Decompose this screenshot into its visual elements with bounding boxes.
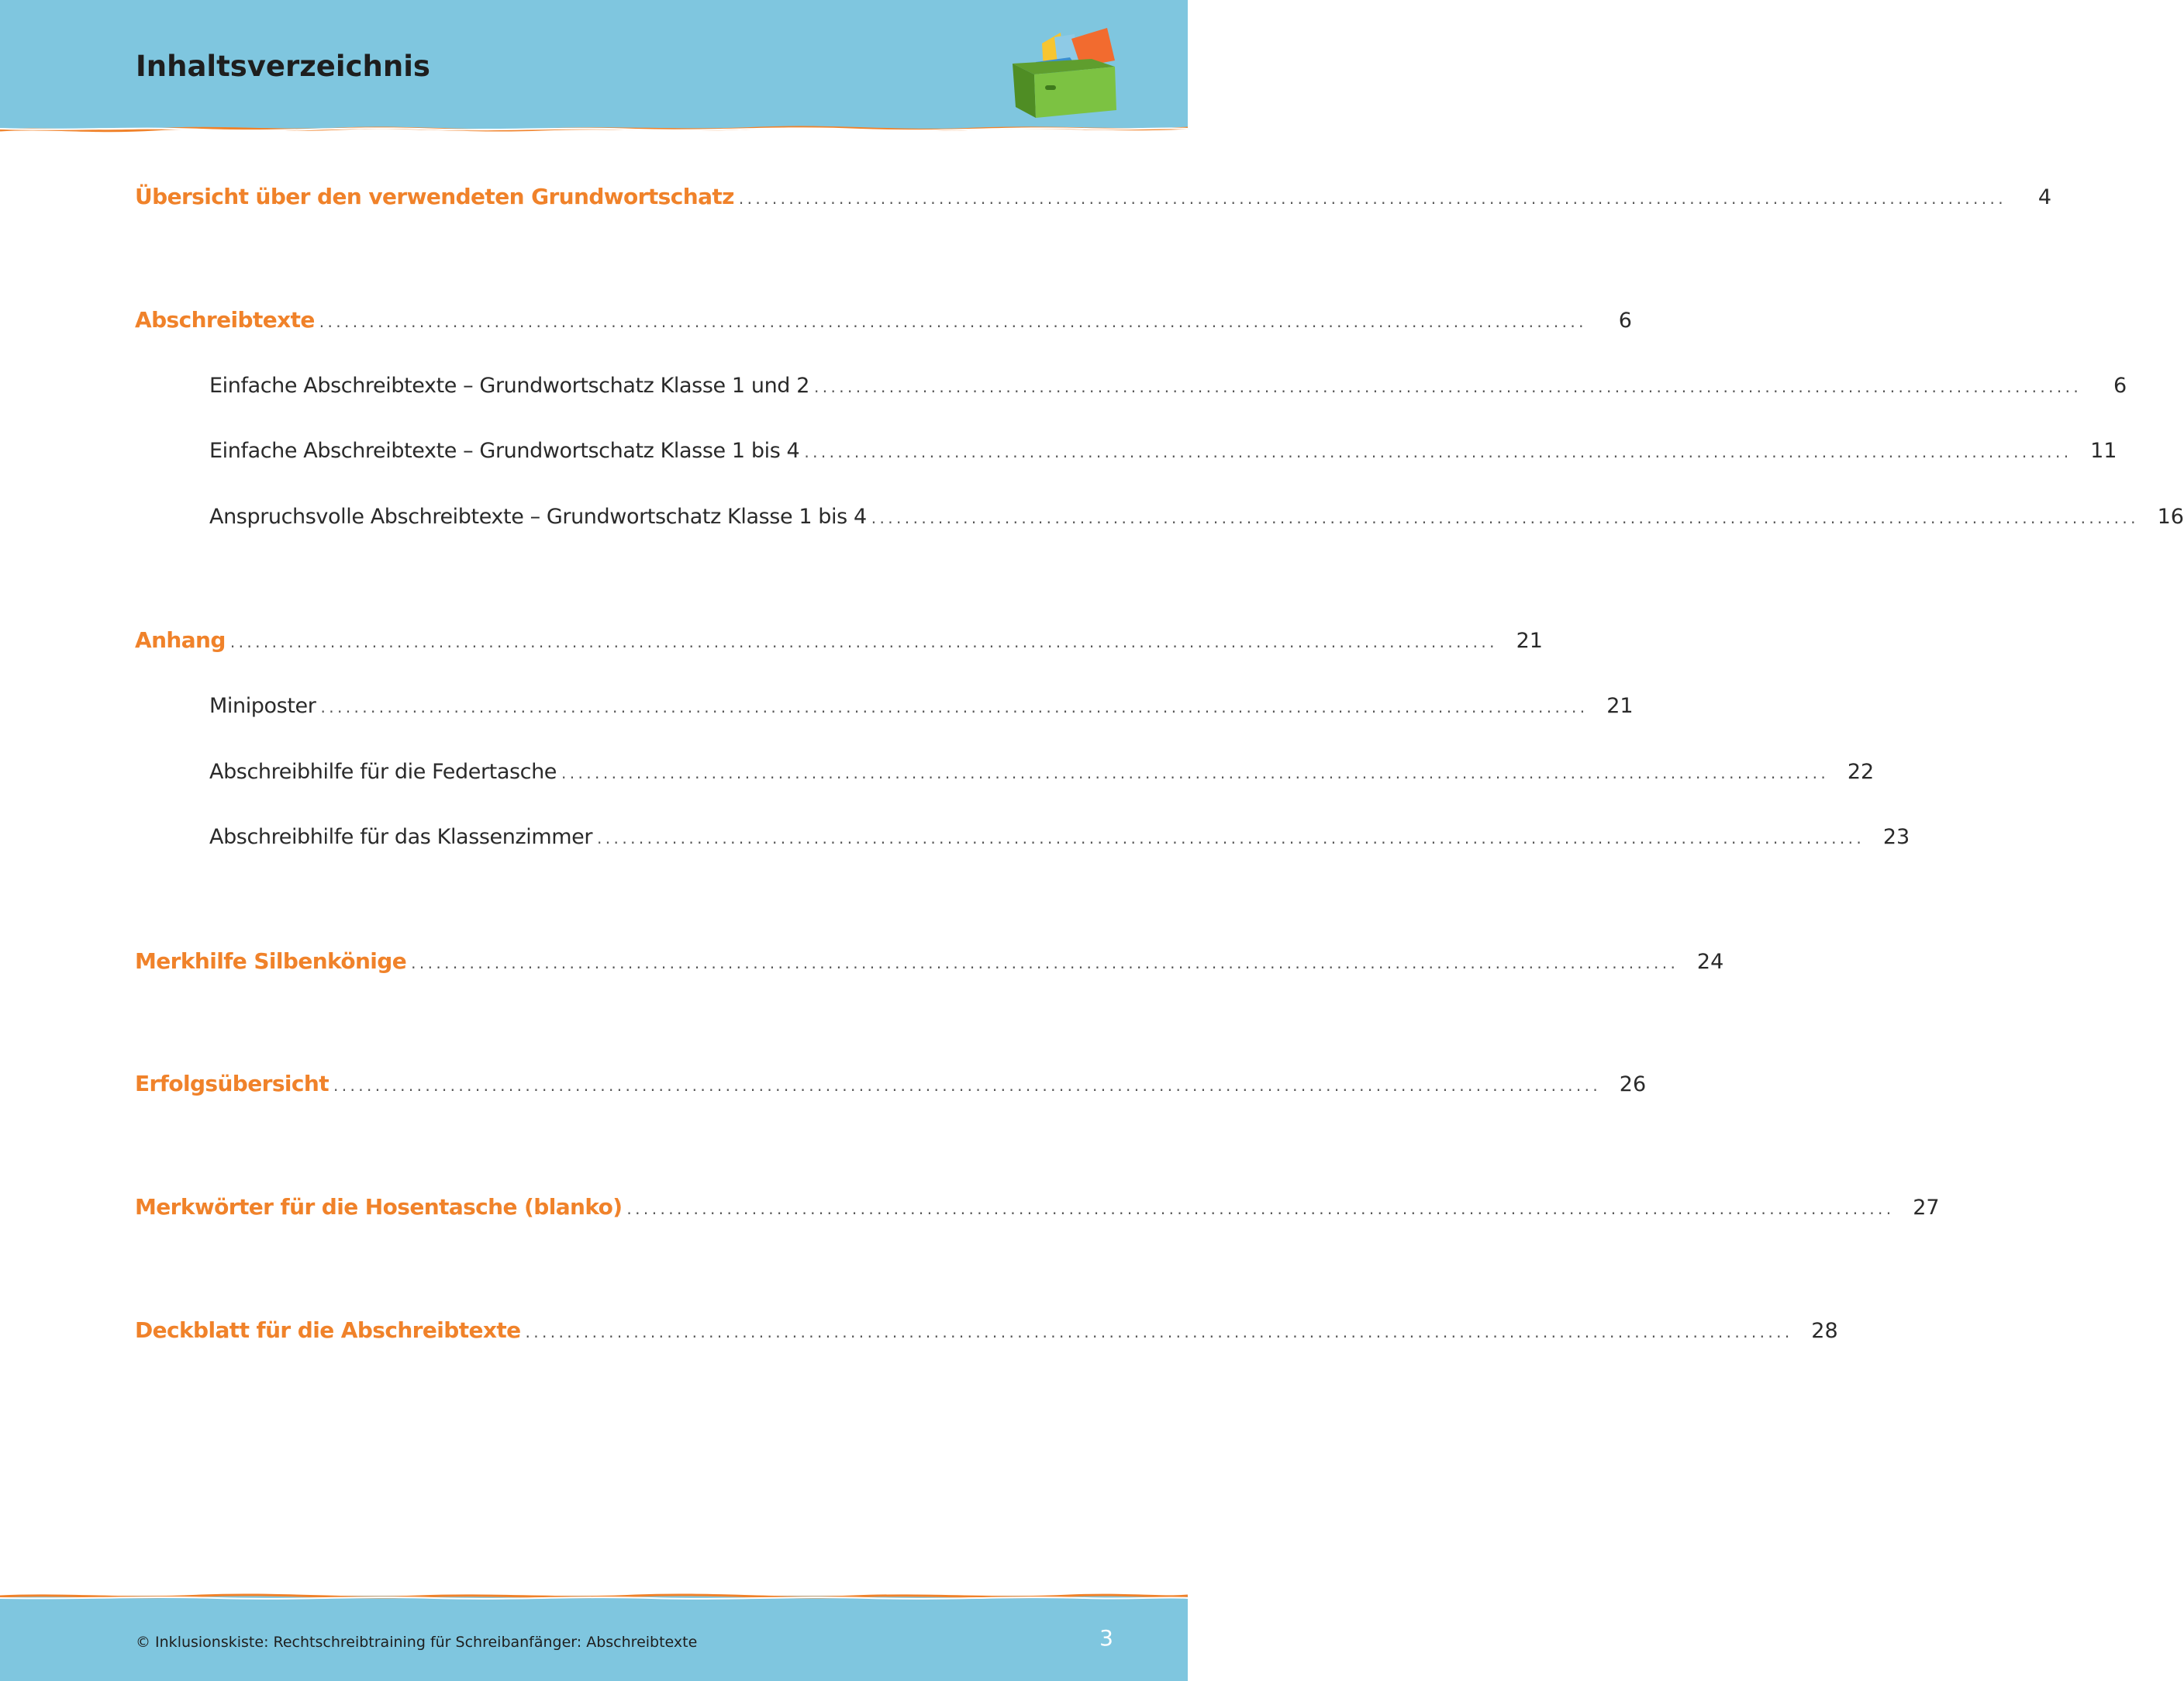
toc-entry[interactable] — [135, 1071, 1647, 1096]
toc-entry-title: Anspruchsvolle Abschreibtexte – Grundwortschatz Klasse 1 bis 4 — [209, 505, 867, 529]
toc-entry-page: 11 — [2090, 439, 2117, 463]
dot-leader: ........................................................................................................................................................ — [626, 1199, 1895, 1218]
footer-torn-edge — [0, 1588, 1188, 1608]
toc-entry-page: 6 — [2113, 374, 2127, 398]
toc-entry[interactable] — [209, 505, 2184, 529]
toc-entry-page: 26 — [1619, 1072, 1647, 1096]
dot-leader: ........................................................................................................................................................ — [319, 312, 1587, 331]
toc-entry-title: Abschreibhilfe für das Klassenzimmer — [209, 825, 593, 849]
dot-leader: ........................................................................................................................................................ — [813, 378, 2082, 396]
toc-entry[interactable] — [209, 825, 1910, 849]
toc-entry-page: 28 — [1811, 1319, 1838, 1343]
toc-entry-title: Merkwörter für die Hosentasche (blanko) — [135, 1194, 623, 1220]
header-torn-edge — [0, 116, 1188, 140]
toc-entry[interactable] — [209, 439, 2117, 463]
toc-entry[interactable] — [135, 948, 1724, 974]
toc-entry-page: 22 — [1847, 760, 1875, 784]
dot-leader: ........................................................................................................................................................ — [333, 1076, 1602, 1095]
page-title: Inhaltsverzeichnis — [136, 50, 430, 83]
toc-entry[interactable] — [135, 1194, 1940, 1220]
toc-entry-page: 21 — [1606, 694, 1634, 718]
toc-entry[interactable] — [135, 307, 1632, 333]
dot-leader: ........................................................................................................................................................ — [804, 443, 2072, 461]
toc-entry-page: 4 — [2037, 185, 2051, 209]
toc-entry-title: Abschreibhilfe für die Federtasche — [209, 760, 557, 784]
toc-entry[interactable] — [209, 694, 1634, 718]
box-of-cards-icon — [1006, 26, 1120, 119]
dot-leader: ........................................................................................................................................................ — [561, 764, 1830, 782]
toc-entry-page: 21 — [1516, 629, 1543, 653]
toc-entry-title: Merkhilfe Silbenkönige — [135, 948, 407, 974]
dot-leader: ........................................................................................................................................................ — [597, 829, 1865, 847]
toc-entry-title: Einfache Abschreibtexte – Grundwortschatz Klasse 1 und 2 — [209, 374, 809, 398]
toc-entry[interactable] — [135, 1317, 1838, 1343]
toc-entry-page: 23 — [1882, 825, 1910, 849]
toc-entry-title: Anhang — [135, 627, 226, 653]
dot-leader: ........................................................................................................................................................ — [738, 189, 2006, 208]
toc-entry-title: Miniposter — [209, 694, 316, 718]
toc-entry[interactable] — [209, 760, 1875, 784]
toc-entry-title: Erfolgsübersicht — [135, 1071, 329, 1096]
toc-entry-title: Übersicht über den verwendeten Grundwortschatz — [135, 184, 734, 209]
toc-entry-title: Einfache Abschreibtexte – Grundwortschatz Klasse 1 bis 4 — [209, 439, 800, 463]
toc-entry-title: Deckblatt für die Abschreibtexte — [135, 1317, 521, 1343]
toc-entry-page: 16 — [2157, 505, 2184, 529]
footer-copyright: © Inklusionskiste: Rechtschreibtraining für Schreibanfänger: Abschreibtexte — [136, 1634, 698, 1651]
dot-leader: ........................................................................................................................................................ — [229, 633, 1498, 651]
toc-entry-page: 24 — [1696, 950, 1724, 974]
toc-entry[interactable] — [135, 627, 1543, 653]
page-number: 3 — [1099, 1625, 1113, 1651]
dot-leader: ........................................................................................................................................................ — [871, 509, 2139, 527]
toc-entry-page: 27 — [1913, 1196, 1940, 1220]
toc-entry-page: 6 — [1618, 309, 1632, 333]
dot-leader: ........................................................................................................................................................ — [411, 954, 1679, 972]
dot-leader: ........................................................................................................................................................ — [320, 698, 1589, 716]
toc-entry-title: Abschreibtexte — [135, 307, 315, 333]
toc-entry[interactable] — [209, 374, 2127, 398]
dot-leader: ........................................................................................................................................................ — [525, 1323, 1793, 1341]
toc-entry[interactable] — [135, 184, 2051, 209]
